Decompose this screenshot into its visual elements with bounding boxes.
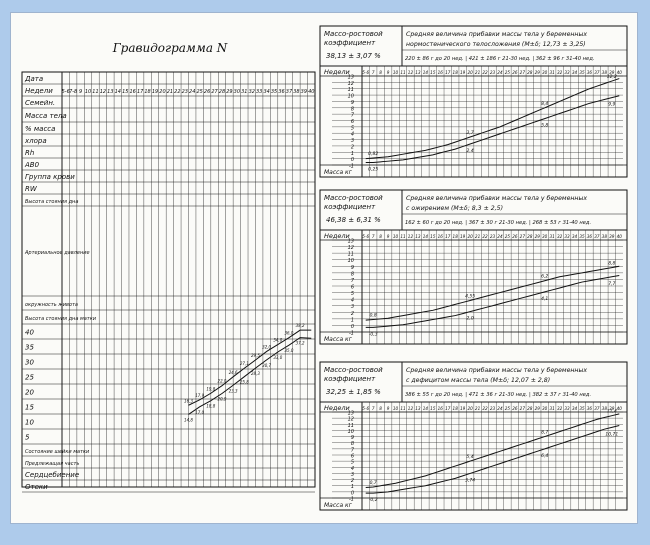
panel-week-number: 36	[586, 70, 593, 75]
panel-y-tick: 13	[347, 238, 354, 245]
week-number: 17	[136, 89, 144, 95]
week-number: 7-8	[69, 89, 78, 95]
coef-title-line1: Массо-ростовой	[324, 366, 383, 374]
panel-header-line3: 162 ± 60 г до 20 нед. | 367 ± 30 г 21-30 нед. | 268 ± 53 г 31-40 нед.	[405, 220, 592, 226]
weight-gain-panel-1	[320, 26, 627, 177]
panel-week-number: 22	[482, 406, 488, 411]
curve-value-label: 16,3	[184, 398, 193, 404]
week-number: 15	[122, 89, 129, 95]
curve-point-label: 11,4	[606, 409, 617, 415]
left-row-label: Сердцебиение	[25, 471, 80, 479]
panel-week-number: 37	[594, 406, 600, 411]
panel-header-line3: 386 ± 55 г до 20 нед. | 471 ± 36 г 21-30 нед. | 382 ± 37 г 31-40 нед.	[405, 392, 592, 398]
panel-week-number: 39	[609, 406, 615, 411]
panel-y-tick: 13	[347, 410, 354, 417]
panel-week-number: 34	[571, 234, 578, 239]
panel-week-number: 38	[601, 234, 608, 239]
panel-week-number: 15	[430, 70, 436, 75]
panel-week-number: 20	[467, 70, 473, 75]
panel-y-tick: -1	[349, 330, 354, 337]
panel-y-tick: 10	[347, 93, 354, 100]
panel-y-tick: 5	[350, 291, 354, 298]
panel-week-number: 34	[571, 70, 578, 75]
panel-y-tick: 6	[350, 284, 354, 291]
left-row-label: 40	[25, 328, 34, 337]
panel-y-tick: 7	[350, 112, 354, 119]
left-row-label: Группа крови	[25, 173, 75, 181]
week-number: 14	[114, 89, 121, 95]
left-row-label: 5	[25, 433, 30, 442]
panel-week-number: 40	[616, 234, 622, 239]
panel-week-number: 33	[564, 70, 570, 75]
panel-week-number: 40	[616, 406, 622, 411]
week-number: 28	[218, 89, 226, 95]
left-row-label: 25	[25, 373, 34, 382]
panel-week-number: 38	[601, 70, 608, 75]
week-number: 32	[248, 89, 255, 95]
panel-y-tick: 0	[350, 490, 354, 497]
panel-y-tick: 9	[350, 435, 354, 442]
panel-week-number: 24	[497, 234, 503, 239]
week-number: 31	[241, 89, 248, 95]
panel-week-number: 33	[564, 234, 570, 239]
panel-week-number: 27	[519, 406, 526, 411]
curve-value-label: 27,1	[239, 361, 249, 367]
panel-week-number: 19	[459, 406, 466, 411]
coef-title-line2: коэффициент	[324, 203, 376, 211]
left-row-label: Состояние шейки матки	[25, 449, 90, 455]
panel-y-tick: 3	[350, 304, 354, 311]
panel-y-tick: 9	[350, 99, 354, 106]
panel-y-tick: 1	[350, 317, 354, 324]
curve-point-label: 8,4	[541, 101, 549, 107]
panel-week-number: 15	[430, 406, 436, 411]
panel-y-tick: 5	[350, 459, 354, 466]
panel-week-number: 11	[400, 234, 406, 239]
curve-value-label: 34,0	[273, 337, 283, 343]
panel-week-number: 36	[586, 234, 593, 239]
panel-week-number: 31	[549, 70, 555, 75]
curve-value-label: 38,2	[295, 323, 305, 329]
panel-week-number: 8	[379, 234, 382, 239]
panel-week-number: 40	[616, 70, 622, 75]
panel-week-number: 39	[609, 234, 615, 239]
panel-week-number: 22	[482, 70, 488, 75]
left-row-label: хлора	[25, 137, 47, 145]
weight-curve-1	[366, 79, 620, 159]
mass-row-label: Масса кг	[324, 169, 352, 176]
curve-value-label: 33,0	[273, 355, 283, 360]
panel-week-number: 23	[489, 70, 496, 75]
week-number: 34	[263, 89, 270, 95]
panel-week-number: 11	[400, 70, 406, 75]
panel-week-number: 8	[379, 406, 382, 411]
panel-week-number: 31	[549, 234, 555, 239]
panel-y-tick: 10	[347, 258, 354, 265]
curve-point-label: 2,4	[466, 149, 474, 155]
panel-week-number: 13	[415, 234, 421, 239]
weight-gain-panel-3	[320, 362, 627, 510]
panel-week-number: 8	[379, 70, 382, 75]
panel-y-tick: 7	[350, 277, 354, 284]
curve-value-label: 28,3	[251, 371, 260, 377]
panel-week-number: 5-6	[362, 406, 370, 411]
panel-week-number: 29	[534, 406, 540, 411]
week-number: 38	[293, 89, 300, 95]
panel-week-number: 25	[504, 70, 511, 75]
curve-value-label: 29,5	[251, 353, 260, 358]
panel-week-number: 13	[415, 70, 421, 75]
week-number: 23	[181, 89, 188, 95]
panel-week-number: 26	[512, 234, 518, 239]
panel-header-line2: с ожирением (М±δ; 8,3 ± 2,5)	[406, 205, 503, 212]
weeks-row-label: Недели	[324, 404, 350, 412]
panel-week-number: 18	[452, 70, 458, 75]
week-number: 13	[107, 89, 114, 95]
panel-week-number: 34	[571, 406, 578, 411]
panel-week-number: 32	[556, 234, 563, 239]
panel-week-number: 35	[579, 70, 585, 75]
curve-point-label: 10,71	[605, 432, 619, 438]
panel-week-number: 14	[422, 70, 429, 75]
panel-header-line1: Средняя величина прибавки массы тела у беременных	[406, 31, 588, 38]
panel-header-line3: 220 ± 86 г до 20 нед. | 421 ± 186 г 21-30 нед. | 362 ± 96 г 31-40 нед.	[405, 56, 595, 62]
panel-week-number: 16	[437, 406, 443, 411]
week-number: 24	[189, 89, 196, 95]
curve-value-label: 37,2	[295, 340, 305, 346]
panel-week-number: 29	[534, 70, 540, 75]
week-number: 39	[300, 89, 308, 95]
coef-title-line1: Массо-ростовой	[324, 30, 383, 38]
curve-value-label: 22,0	[217, 378, 227, 384]
panel-week-number: 35	[579, 406, 585, 411]
left-row-label: АВ0	[25, 161, 40, 169]
panel-y-tick: 11	[347, 422, 354, 429]
curve-value-label: 17,0	[195, 409, 205, 415]
coef-title-line1: Массо-ростовой	[324, 194, 383, 202]
panel-y-tick: 2	[350, 310, 354, 317]
week-number: 33	[256, 89, 263, 95]
panel-y-tick: 6	[350, 119, 354, 125]
left-row-label: 30	[25, 358, 34, 367]
panel-week-number: 7	[371, 70, 375, 75]
curve-point-label: 0,7	[369, 480, 377, 486]
curve-point-label: 2,0	[466, 316, 474, 322]
panel-week-number: 7	[371, 406, 375, 411]
curve-value-label: 23,3	[228, 388, 238, 394]
left-row-label: окружность живота	[25, 302, 78, 308]
left-row-label: 20	[25, 388, 34, 397]
left-row-label: 10	[25, 418, 34, 427]
curve-point-label: -0,3	[368, 332, 378, 338]
coef-title-line2: коэффициент	[324, 375, 376, 383]
curve-point-label: 8,7	[541, 430, 549, 436]
panel-y-tick: 3	[350, 138, 354, 145]
curve-point-label: 7,7	[608, 281, 616, 287]
panel-week-number: 5-6	[362, 70, 370, 75]
panel-header-line2: с дефицитом массы тела (М±δ; 12,07 ± 2,8)	[406, 377, 551, 384]
curve-point-label: 0,25	[368, 167, 379, 173]
week-number: 25	[196, 89, 203, 95]
panel-week-number: 9	[386, 234, 390, 239]
coef-value: 32,25 ± 1,85 %	[326, 388, 381, 396]
week-number: 21	[166, 89, 174, 95]
panel-week-number: 9	[386, 406, 390, 411]
panel-week-number: 12	[407, 406, 414, 411]
panel-week-number: 16	[437, 70, 443, 75]
week-number: 9	[79, 89, 83, 95]
left-row-label: Высота стояния дна матки	[25, 316, 96, 322]
coef-value: 46,38 ± 6,31 %	[326, 216, 381, 224]
panel-week-number: 35	[579, 234, 585, 239]
panel-y-tick: 2	[350, 478, 354, 485]
panel-y-tick: 6	[350, 453, 354, 460]
weight-curve-2	[366, 275, 620, 327]
panel-y-tick: 0	[350, 157, 354, 164]
panel-week-number: 27	[519, 234, 526, 239]
curve-value-label: 30,7	[262, 362, 272, 368]
panel-week-number: 20	[467, 234, 473, 239]
panel-header-line2: нормостенического телосложения (М±δ; 12,73 ± 3,25)	[406, 41, 586, 48]
panel-week-number: 18	[452, 406, 458, 411]
panel-y-tick: 10	[347, 428, 354, 435]
left-row-label: Отеки	[25, 483, 48, 491]
curve-value-label: 32,0	[262, 344, 272, 350]
curve-point-label: 6,4	[541, 453, 549, 459]
panel-week-number: 30	[542, 70, 548, 75]
panel-y-tick: 8	[350, 106, 354, 113]
mass-row-label: Масса кг	[324, 336, 352, 343]
curve-point-label: 8,8	[608, 261, 616, 267]
week-number: 11	[92, 89, 99, 95]
week-number: 12	[99, 89, 107, 95]
left-row-label: 15	[25, 403, 34, 412]
curve-point-label: 4,1	[541, 296, 549, 302]
week-number: 35	[270, 89, 278, 95]
panel-week-number: 36	[586, 406, 593, 411]
curve-value-label: 35,0	[284, 348, 294, 354]
panel-week-number: 16	[437, 234, 443, 239]
panel-y-tick: 12	[347, 416, 354, 423]
left-row-label: Артериальное давление	[25, 250, 90, 256]
week-number: 40	[308, 89, 315, 95]
panel-week-number: 21	[474, 234, 481, 239]
panel-week-number: 17	[445, 234, 451, 239]
left-row-label: Масса тела	[25, 112, 67, 120]
panel-week-number: 39	[609, 70, 615, 75]
panel-week-number: 26	[512, 70, 518, 75]
panel-y-tick: 4	[350, 297, 354, 304]
curve-point-label: 0,82	[368, 152, 379, 158]
panel-week-number: 19	[459, 234, 466, 239]
weight-curve-1	[366, 266, 620, 320]
panel-week-number: 10	[392, 406, 399, 411]
curve-value-label: 19,8	[206, 386, 216, 392]
curve-value-label: 17,9	[195, 392, 205, 398]
week-number: 5-6	[61, 89, 70, 95]
panel-y-tick: 8	[350, 441, 354, 448]
panel-y-tick: 12	[347, 245, 354, 252]
panel-y-tick: 13	[347, 74, 354, 81]
weight-curve-2	[366, 426, 620, 494]
panel-week-number: 30	[542, 234, 548, 239]
panel-y-tick: 4	[350, 465, 354, 472]
curve-point-label: 5,4	[466, 455, 474, 461]
curve-point-label: 6,2	[541, 274, 549, 280]
panel-week-number: 20	[467, 406, 473, 411]
panel-y-tick: 12	[347, 80, 354, 87]
panel-week-number: 12	[407, 70, 414, 75]
panel-week-number: 19	[459, 70, 466, 75]
panel-week-number: 27	[519, 70, 526, 75]
panel-week-number: 9	[386, 70, 390, 75]
panel-week-number: 32	[556, 406, 563, 411]
weeks-row-label: Недели	[324, 68, 350, 76]
curve-point-label: 12,2	[606, 75, 617, 81]
curve-point-label: -0,2	[368, 498, 378, 504]
weeks-row-label: Недели	[324, 232, 350, 240]
curve-point-label: 4,55	[465, 294, 476, 300]
panel-y-tick: -1	[349, 496, 354, 503]
panel-week-number: 17	[445, 70, 451, 75]
coef-title-line2: коэффициент	[324, 39, 376, 47]
main-title: Гравидограмма N	[112, 41, 228, 55]
curve-point-label: 9,9	[608, 102, 616, 108]
panel-week-number: 10	[392, 234, 399, 239]
week-number: 27	[211, 89, 218, 95]
panel-week-number: 12	[407, 234, 414, 239]
curve-value-label: 14,8	[184, 417, 193, 423]
panel-y-tick: 0	[350, 323, 354, 330]
panel-week-number: 22	[482, 234, 488, 239]
panel-week-number: 14	[422, 234, 429, 239]
panel-y-tick: 11	[347, 87, 354, 94]
week-number: 22	[174, 89, 181, 95]
panel-week-number: 31	[549, 406, 555, 411]
panel-week-number: 24	[497, 70, 503, 75]
panel-week-number: 17	[445, 406, 451, 411]
panel-y-tick: 5	[350, 125, 354, 132]
panel-week-number: 28	[527, 234, 533, 239]
panel-week-number: 18	[452, 234, 458, 239]
left-row-label: % масса	[25, 125, 56, 133]
panel-y-tick: 7	[350, 447, 354, 454]
left-row-label: Высота стояния дна	[25, 199, 79, 205]
left-row-label: Семейн.	[25, 99, 56, 107]
panel-y-tick: 4	[350, 131, 354, 138]
panel-week-number: 37	[594, 234, 600, 239]
curve-value-label: 25,8	[239, 379, 249, 385]
curve-value-label: 36,0	[284, 330, 294, 336]
left-row-label: Недели	[25, 87, 53, 95]
panel-week-number: 38	[601, 406, 608, 411]
coef-value: 38,13 ± 3,07 %	[326, 52, 381, 60]
left-row-label: Предлежащая часть	[25, 461, 80, 467]
panel-y-tick: 8	[350, 271, 354, 278]
panel-week-number: 25	[504, 234, 511, 239]
mass-row-label: Масса кг	[324, 502, 352, 509]
week-number: 16	[129, 89, 136, 95]
panel-week-number: 21	[474, 70, 481, 75]
panel-week-number: 24	[497, 406, 503, 411]
week-number: 20	[159, 89, 166, 95]
panel-y-tick: 1	[350, 484, 354, 491]
panel-week-number: 21	[474, 406, 481, 411]
curve-point-label: 0,8	[369, 313, 377, 319]
left-row-label: Дата	[25, 75, 44, 83]
curve-point-label: 5,8	[541, 123, 549, 129]
curve-point-label: 3,74	[465, 478, 476, 484]
panel-week-number: 37	[594, 70, 600, 75]
curve-value-label: 24,6	[228, 369, 238, 375]
panel-week-number: 33	[564, 406, 570, 411]
left-row-label: RW	[25, 185, 37, 193]
panel-header-line1: Средняя величина прибавки массы тела у беременных	[406, 367, 588, 374]
panel-week-number: 28	[527, 70, 533, 75]
weight-gain-panel-2	[320, 190, 627, 344]
panel-y-tick: 3	[350, 471, 354, 478]
panel-week-number: 28	[527, 406, 533, 411]
week-number: 19	[151, 89, 159, 95]
panel-week-number: 25	[504, 406, 511, 411]
panel-week-number: 30	[542, 406, 548, 411]
week-number: 18	[144, 89, 151, 95]
panel-y-tick: 2	[350, 144, 354, 151]
panel-week-number: 23	[489, 234, 496, 239]
curve-value-label: 20,9	[217, 396, 227, 402]
panel-week-number: 29	[534, 234, 540, 239]
week-number: 26	[203, 89, 211, 95]
panel-week-number: 15	[430, 234, 436, 239]
left-row-label: Rh	[25, 149, 35, 157]
panel-y-tick: 11	[347, 251, 354, 258]
panel-y-tick: -1	[349, 163, 354, 170]
week-number: 36	[278, 89, 285, 95]
panel-week-number: 32	[556, 70, 563, 75]
weight-curve-1	[366, 414, 620, 488]
week-number: 29	[226, 89, 233, 95]
panel-week-number: 11	[400, 406, 406, 411]
panel-week-number: 26	[512, 406, 518, 411]
week-number: 37	[285, 89, 293, 95]
panel-week-number: 13	[415, 406, 421, 411]
left-row-label: 35	[25, 343, 34, 352]
curve-value-label: 18,8	[206, 403, 216, 409]
panel-header-line1: Средняя величина прибавки массы тела у беременных	[406, 195, 588, 202]
curve-point-label: 3,7	[466, 131, 474, 137]
panel-week-number: 7	[371, 234, 375, 239]
week-number: 30	[233, 89, 241, 95]
panel-y-tick: 9	[350, 264, 354, 271]
panel-week-number: 23	[489, 406, 496, 411]
panel-week-number: 10	[392, 70, 399, 75]
panel-y-tick: 1	[350, 150, 354, 157]
panel-week-number: 5-6	[362, 234, 370, 239]
panel-week-number: 14	[422, 406, 429, 411]
week-number: 10	[84, 89, 92, 95]
